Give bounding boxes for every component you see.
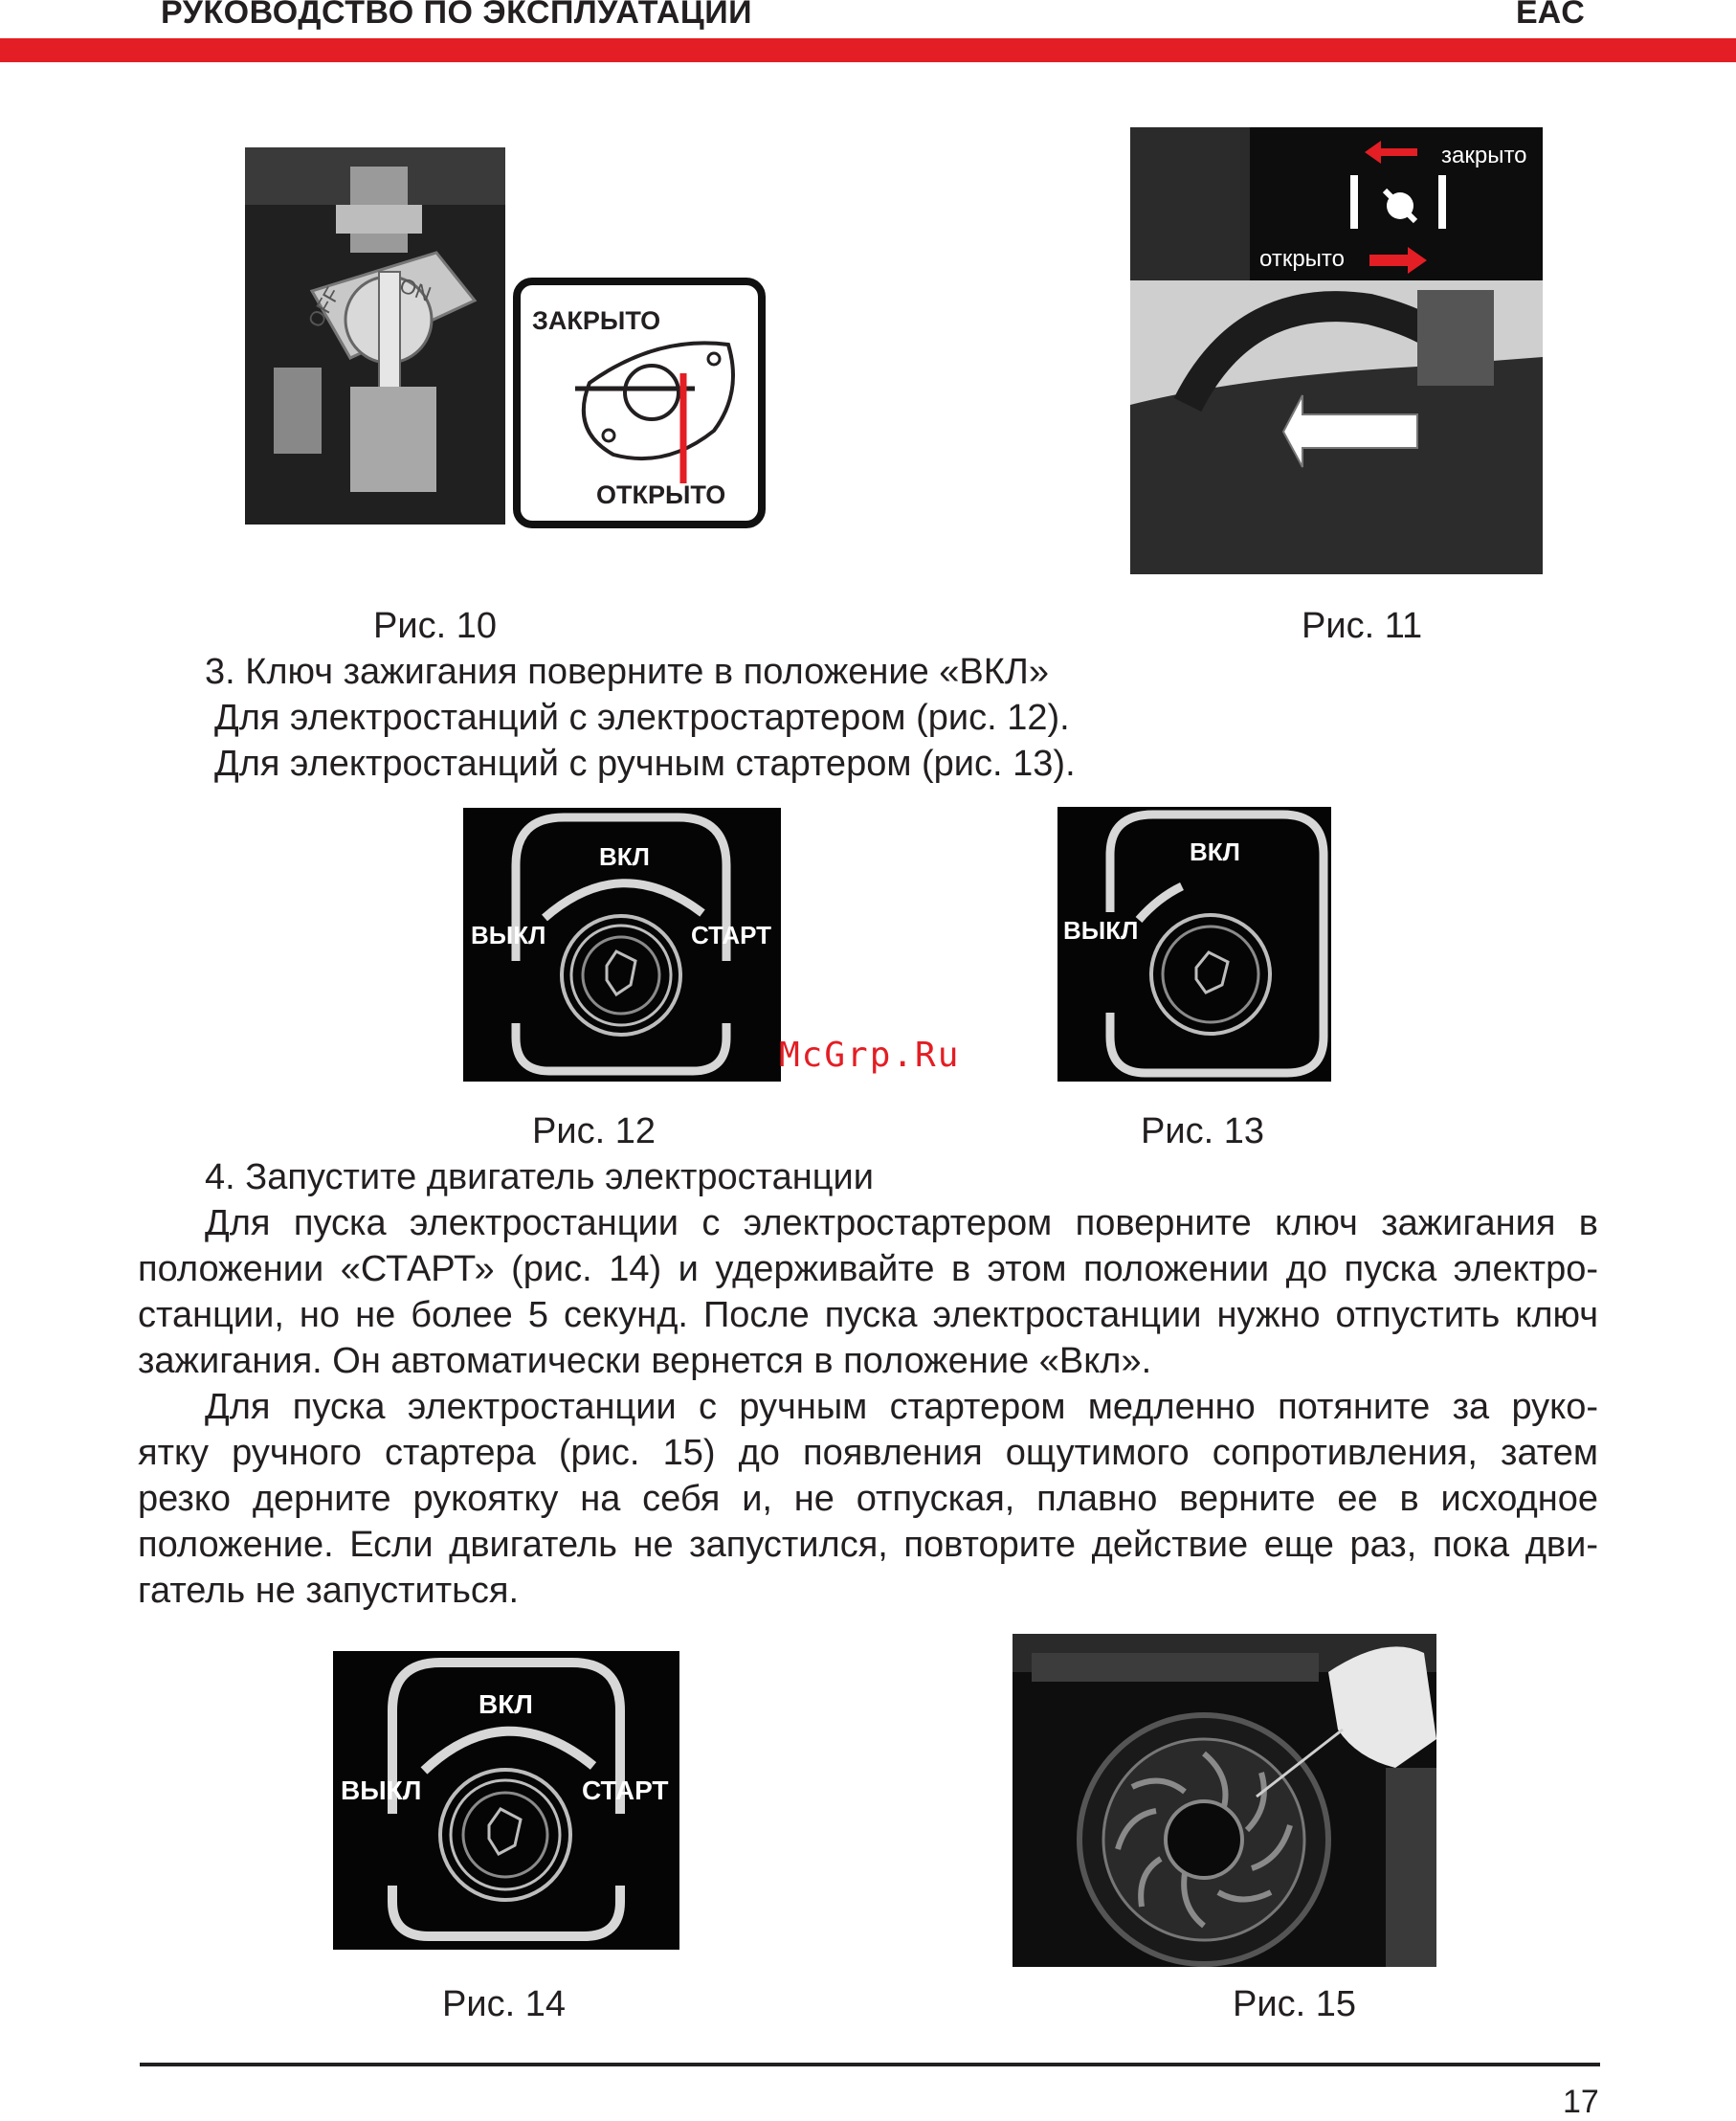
diagram-closed-label: ЗАКРЫТО (532, 306, 661, 335)
step4-paragraph-electric (138, 1200, 1598, 1384)
para1-line: станции, но не более 5 секунд. После пуска электростанции нужно отпустить ключ (138, 1295, 1598, 1335)
fig15-caption: Рис. 15 (1233, 1984, 1356, 2024)
fig10-caption: Рис. 10 (373, 606, 497, 646)
fig11-caption: Рис. 11 (1302, 606, 1423, 646)
fig11-open-label: открыто (1259, 246, 1345, 272)
para1-line: Для пуска электростанции с электростартером поверните ключ зажигания в (205, 1203, 1598, 1243)
watermark: McGrp.Ru (779, 1036, 961, 1075)
step3-line1: Для электростанций с электростартером (рис. 12). (214, 698, 1070, 738)
footer-rule (140, 2063, 1600, 2066)
step3-heading: 3. Ключ зажигания поверните в положение «ВКЛ» (205, 652, 1049, 692)
para2-line: ятку ручного стартера (рис. 15) до появления ощутимого сопротивления, затем (138, 1433, 1598, 1473)
fig10-valve-diagram (513, 278, 766, 528)
step4-heading: 4. Запустите двигатель электростанции (205, 1157, 874, 1197)
para2-line: гатель не запуститься. (138, 1571, 520, 1611)
para1-line: положении «СТАРТ» (рис. 14) и удерживайте в этом положении до пуска электро- (138, 1249, 1598, 1289)
header-red-bar (0, 38, 1736, 62)
fig13-off-label: ВЫКЛ (1063, 916, 1139, 945)
fig14-start-label: СТАРТ (582, 1775, 669, 1805)
fig13-on-label: ВКЛ (1190, 837, 1240, 866)
fig13-ignition-switch (1057, 807, 1331, 1082)
valve-off-label: OFF (302, 282, 345, 332)
fig11-photo (1130, 127, 1543, 574)
para2-line: Для пуска электростанции с ручным стартером медленно потяните за руко- (205, 1387, 1598, 1427)
eac-mark: EAC (1516, 0, 1585, 31)
fig12-ignition-switch (463, 808, 781, 1082)
fig14-on-label: ВКЛ (479, 1689, 533, 1719)
fuel-valve-illustration (245, 147, 505, 525)
valve-on-label: ON (396, 273, 434, 306)
document-header-title: РУКОВОДСТВО ПО ЭКСПЛУАТАЦИИ (161, 0, 753, 31)
fig13-caption: Рис. 13 (1141, 1111, 1264, 1151)
fig12-start-label: СТАРТ (691, 921, 772, 949)
fig14-ignition-switch (333, 1651, 679, 1950)
diagram-open-label: ОТКРЫТО (596, 480, 726, 509)
page-number: 17 (1563, 2084, 1599, 2120)
para1-line: зажигания. Он автоматически вернется в положение «Вкл». (138, 1341, 1152, 1381)
fig14-off-label: ВЫКЛ (341, 1775, 422, 1805)
step3-line2: Для электростанций с ручным стартером (рис. 13). (214, 744, 1076, 784)
fig10-valve-photo (245, 147, 505, 525)
para2-line: резко дерните рукоятку на себя и, не отпуская, плавно верните ее в исходное (138, 1479, 1598, 1519)
para2-line: положение. Если двигатель не запустился, повторите действие еще раз, пока дви- (138, 1525, 1598, 1565)
step4-paragraph-manual (138, 1384, 1598, 1614)
fig12-on-label: ВКЛ (599, 842, 650, 871)
fig12-caption: Рис. 12 (532, 1111, 656, 1151)
fig11-closed-label: закрыто (1441, 143, 1527, 168)
fig15-recoil-starter-photo (1013, 1634, 1436, 1967)
fig14-caption: Рис. 14 (442, 1984, 566, 2024)
fig12-off-label: ВЫКЛ (471, 921, 546, 949)
